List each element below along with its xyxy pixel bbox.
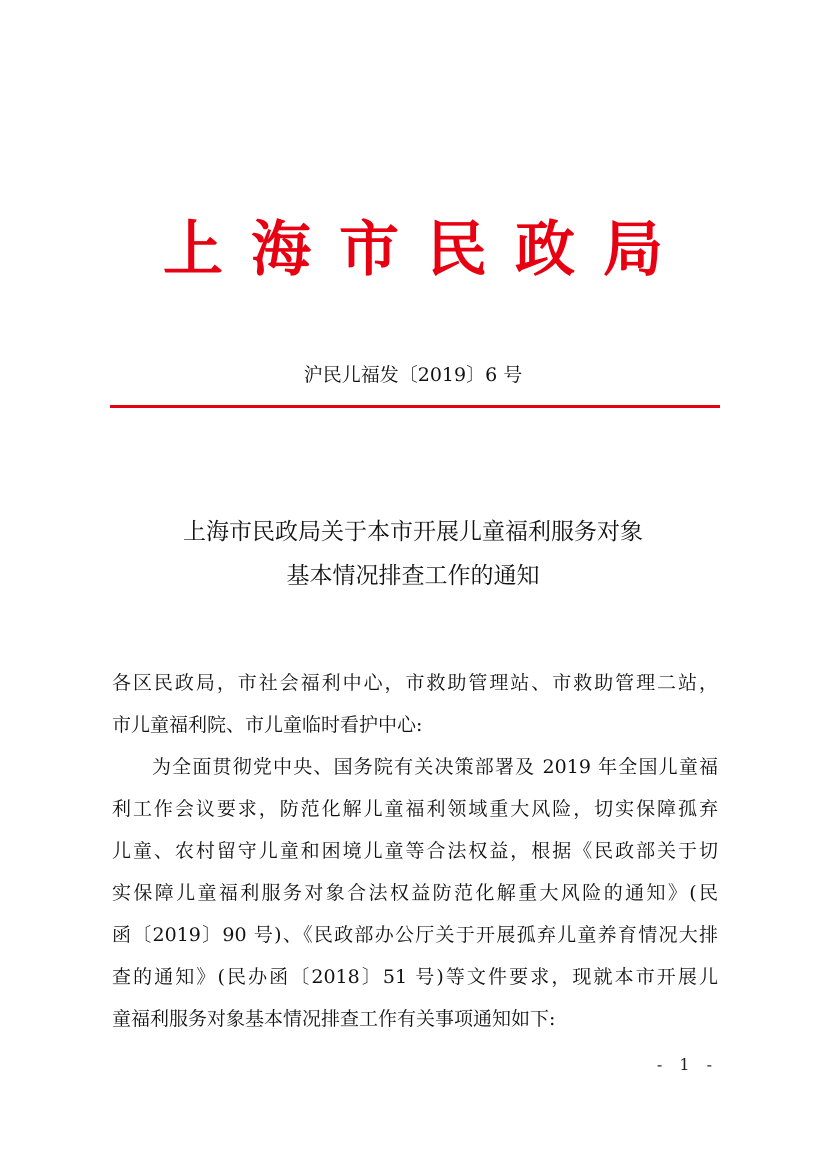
notice-body <box>112 662 718 1040</box>
notice-title-line-1: 上海市民政局关于本市开展儿童福利服务对象 <box>183 519 643 545</box>
notice-title-line-2: 基本情况排查工作的通知 <box>286 563 540 589</box>
body-line: 实保障儿童福利服务对象合法权益防范化解重大风险的通知》(民 <box>112 882 718 904</box>
agency-title: 上海市民政局 <box>163 215 691 285</box>
body-line: 函〔2019〕90 号)、《民政部办公厅关于开展孤弃儿童养育情况大排 <box>112 924 718 946</box>
red-divider-rule <box>110 405 720 408</box>
body-line-last: 童福利服务对象基本情况排查工作有关事项通知如下: <box>112 1008 556 1030</box>
body-line: 儿童、农村留守儿童和困境儿童等合法权益，根据《民政部关于切 <box>112 840 718 862</box>
document-number: 沪民儿福发〔2019〕6 号 <box>303 364 523 386</box>
body-line-addressee-2: 市儿童福利院、市儿童临时看护中心: <box>112 714 423 736</box>
body-line: 利工作会议要求，防范化解儿童福利领域重大风险，切实保障孤弃 <box>112 798 718 820</box>
notice-title <box>0 510 826 598</box>
body-line: 查的通知》(民办函〔2018〕51 号)等文件要求，现就本市开展儿 <box>112 966 718 988</box>
body-line-addressee-1: 各区民政局，市社会福利中心，市救助管理站、市救助管理二站， <box>112 672 718 694</box>
page-number: - 1 - <box>656 1055 718 1074</box>
body-line: 为全面贯彻党中央、国务院有关决策部署及 2019 年全国儿童福 <box>152 756 718 778</box>
